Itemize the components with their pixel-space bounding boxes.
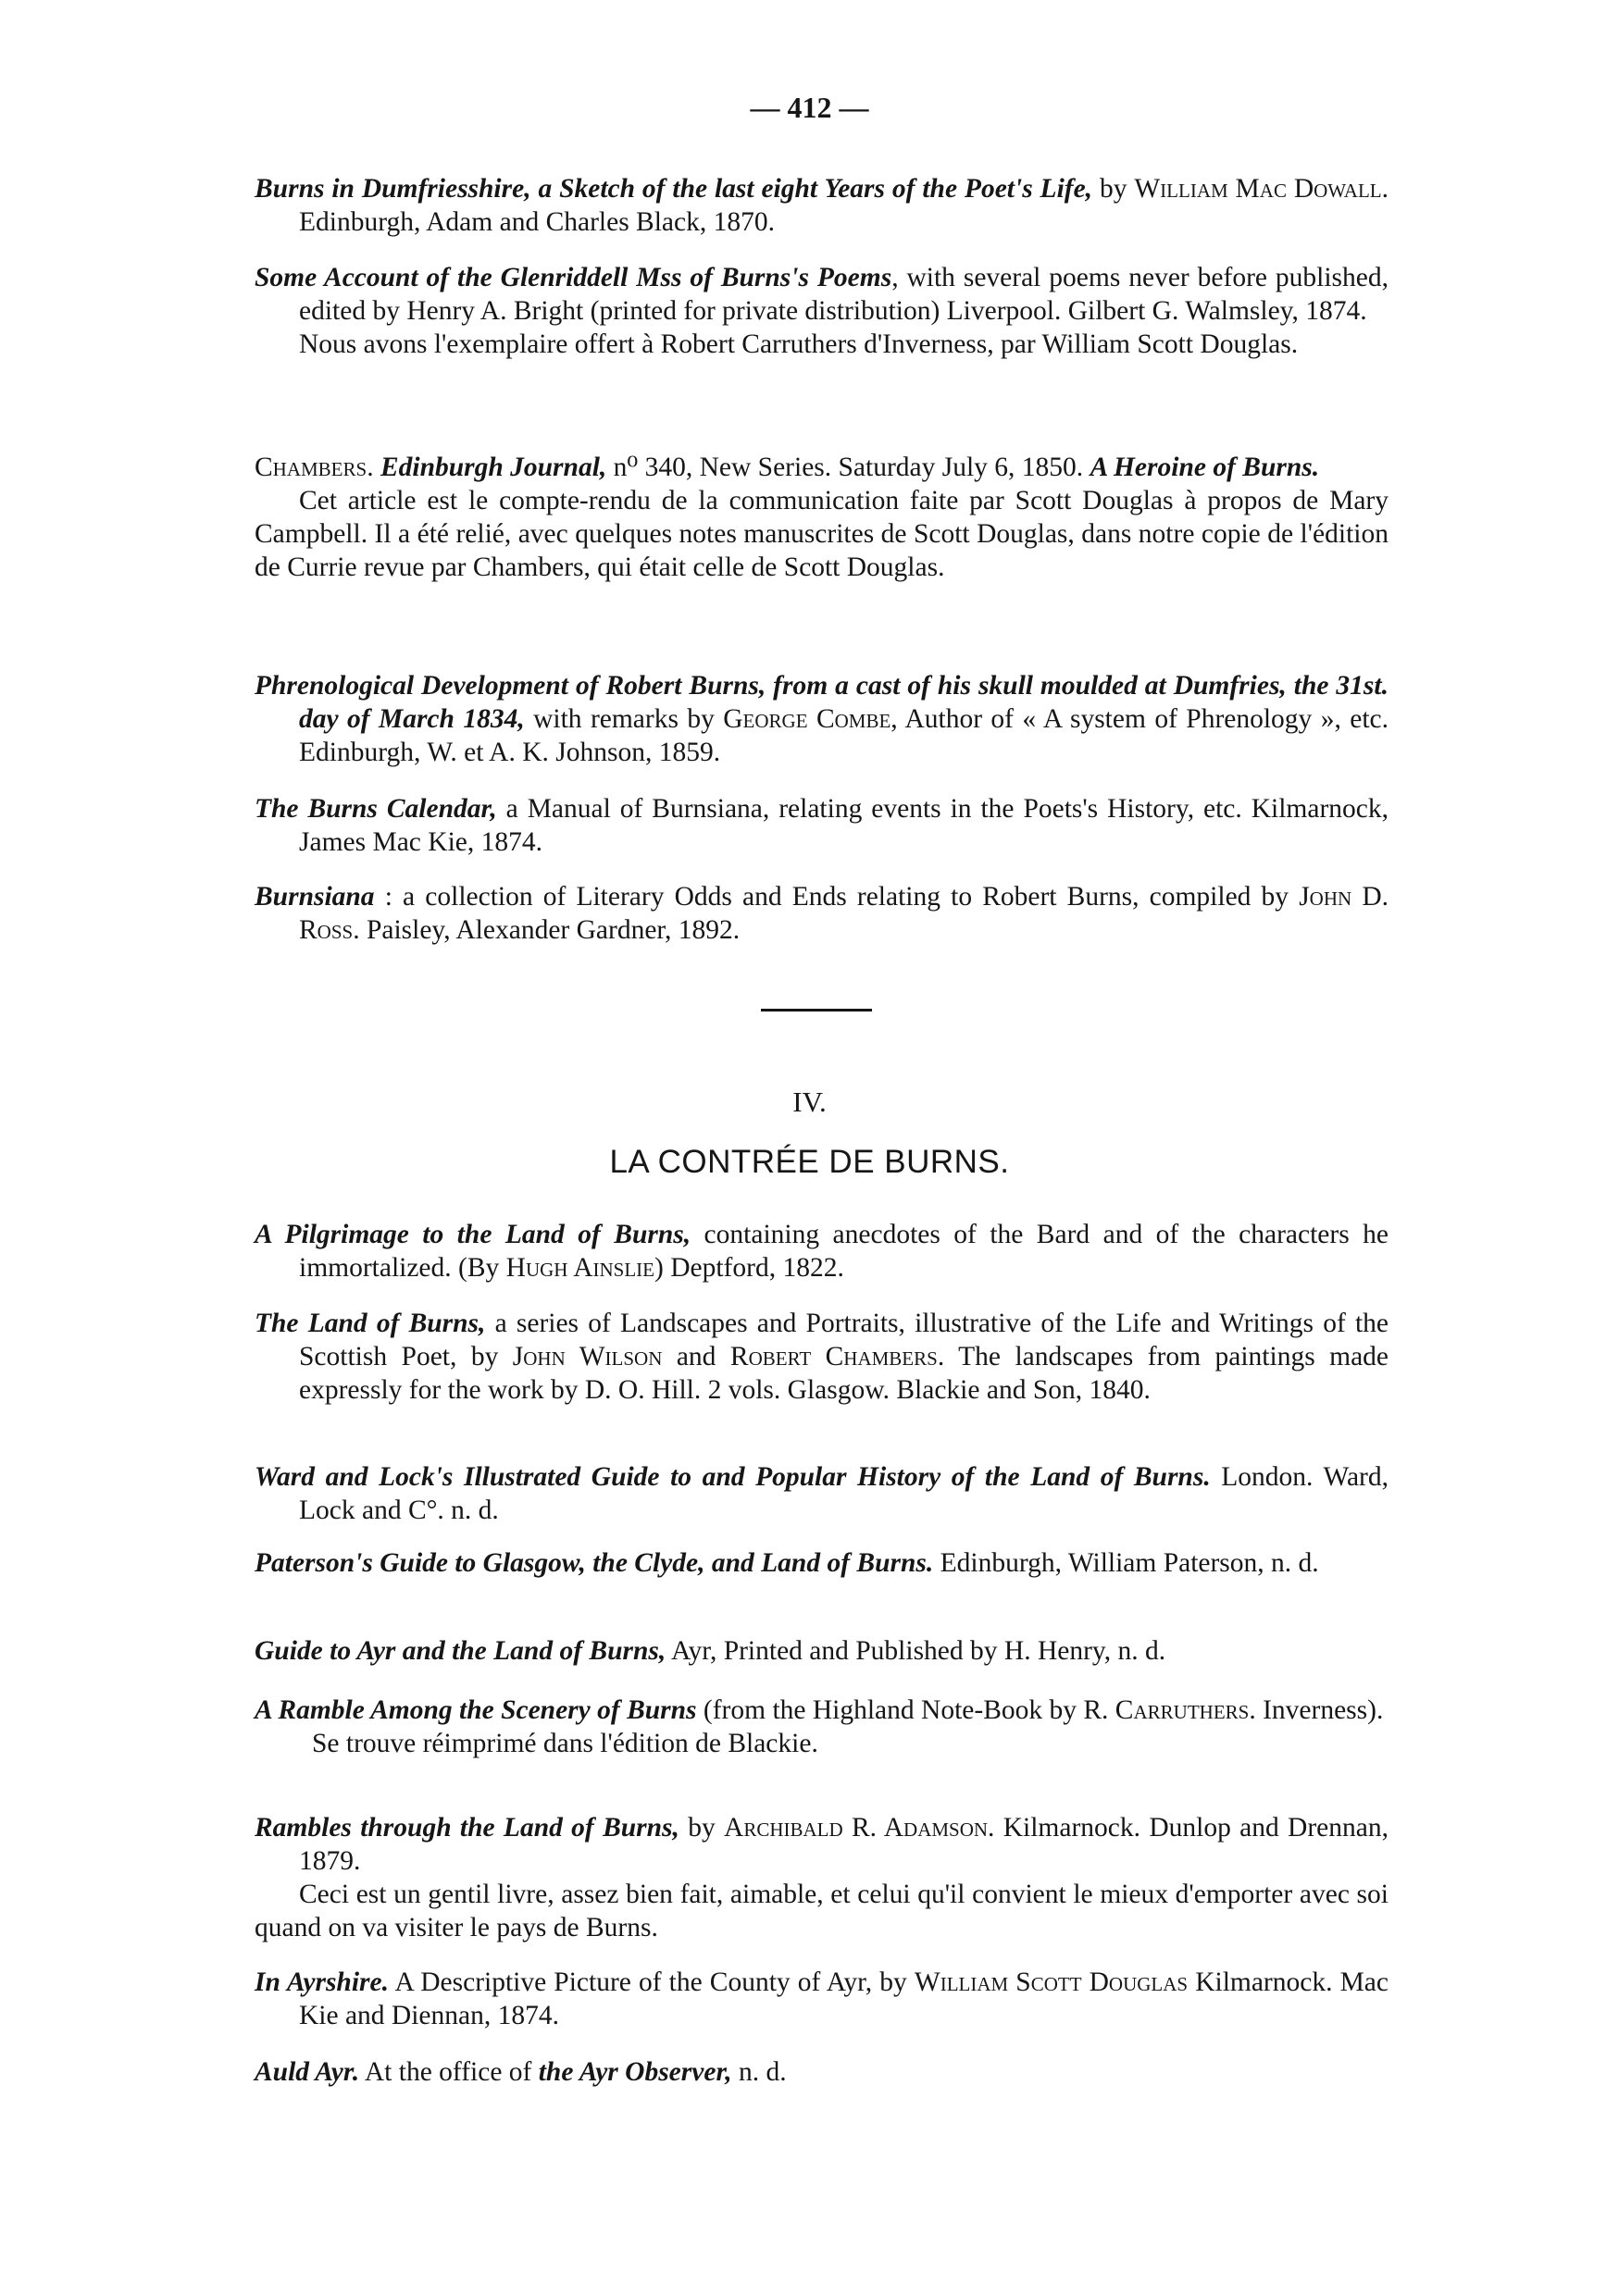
entry-title: Phrenological Development of Robert Burns, from a cast of his skull moulded at Dumfries, the 31st. day of March 1834,: [255, 671, 1389, 734]
bibliography-entry: [255, 880, 1389, 947]
entry-subtitle: A Heroine of Burns.: [1090, 453, 1320, 482]
entry-imprint: London. Ward, Lock and C°. n. d.: [299, 1462, 1389, 1525]
entry-text: A Descriptive Picture of the County of Ayr, by: [388, 1967, 915, 1997]
entry-note: Nous avons l'exemplaire offert à Robert Carruthers d'Inverness, par William Scott Douglas.: [299, 329, 1299, 359]
entry-author: Chambers: [255, 453, 367, 482]
entry-title: Ward and Lock's Illustrated Guide to and Popular History of the Land of Burns.: [255, 1462, 1211, 1492]
bibliography-entry: [255, 1546, 1389, 1580]
bibliography-entry: [255, 669, 1389, 769]
entry-subtitle: the Ayr Observer,: [538, 2057, 732, 2087]
section-number: IV.: [792, 1086, 827, 1118]
entry-imprint: a Manual of Burnsiana, relating events in the Poets's History, etc. Kilmarnock, James Mac Kie, 1874.: [299, 794, 1389, 857]
entry-title: In Ayrshire.: [255, 1967, 389, 1997]
entry-imprint: , with several poems never before published, edited by Henry A. Bright (printed for private distribution) Liverpool. Gilbert G. Walmsley, 1874.: [299, 263, 1389, 326]
entry-author: William Mac Dowall: [1134, 174, 1382, 204]
entry-note: Cet article est le compte-rendu de la communication faite par Scott Douglas à propos de Mary Campbell. Il a été relié, avec quelques notes manuscrites de Scott Douglas, dans notre copie de l'édition de Currie revue par Chambers, qui était celle de Scott Douglas.: [255, 486, 1389, 582]
entry-imprint: n⁰ 340, New Series. Saturday July 6, 1850.: [606, 453, 1090, 482]
entry-author: R. Carruthers: [1083, 1695, 1250, 1725]
entry-text: At the office of: [359, 2057, 539, 2087]
entry-title: Some Account of the Glenriddell Mss of Burns's Poems: [255, 263, 892, 292]
entry-imprint: Kilmarnock. Mac Kie and Diennan, 1874.: [299, 1967, 1389, 2030]
entry-title: Guide to Ayr and the Land of Burns,: [255, 1636, 666, 1666]
entry-imprint: . The landscapes from paintings made expressly for the work by D. O. Hill. 2 vols. Glasgow. Blackie and Son, 1840.: [299, 1342, 1389, 1405]
entry-imprint: . Edinburgh, Adam and Charles Black, 1870.: [299, 174, 1389, 237]
entry-text: .: [367, 453, 380, 482]
entry-imprint: Ayr, Printed and Published by H. Henry, n. d.: [666, 1636, 1166, 1666]
section-divider: [761, 1009, 872, 1011]
bibliography-entry: [255, 261, 1389, 361]
bibliography-entry: [255, 1307, 1389, 1407]
entry-text: by: [1099, 174, 1135, 204]
entry-title: A Pilgrimage to the Land of Burns,: [255, 1220, 691, 1249]
entry-imprint: n. d.: [731, 2057, 787, 2087]
entry-text: : a collection of Literary Odds and Ends relating to Robert Burns, compiled by: [374, 882, 1300, 912]
section-title: LA CONTRÉE DE BURNS.: [609, 1144, 1010, 1180]
entry-text: a series of Landscapes and Portraits, illustrative of the Life and Writings of the Scottish Poet, by: [299, 1309, 1389, 1371]
entry-title: Paterson's Guide to Glasgow, the Clyde, and Land of Burns.: [255, 1548, 934, 1578]
entry-imprint: . Paisley, Alexander Gardner, 1892.: [353, 915, 741, 945]
entry-title: Auld Ayr.: [255, 2057, 360, 2087]
entry-title: A Ramble Among the Scenery of Burns: [255, 1695, 697, 1725]
entry-text: (from the Highland Note-Book by: [696, 1695, 1084, 1725]
bibliography-entry: [255, 792, 1389, 859]
entry-imprint: . Inverness).: [1249, 1695, 1384, 1725]
bibliography-entry: [255, 1218, 1389, 1285]
bibliography-entry: [255, 1694, 1389, 1760]
bibliography-entry: [255, 1811, 1389, 1944]
entry-note: Se trouve réimprimé dans l'édition de Blackie.: [312, 1729, 818, 1758]
entry-text: by: [679, 1813, 725, 1843]
entry-author: George Combe: [723, 704, 891, 734]
entry-author: Hugh Ainslie: [505, 1253, 654, 1283]
bibliography-entry: [255, 172, 1389, 239]
entry-title: The Burns Calendar,: [255, 794, 497, 824]
entry-author: Robert Chambers: [729, 1342, 938, 1371]
bibliography-entry: [255, 1966, 1389, 2032]
entry-title: Rambles through the Land of Burns,: [255, 1813, 679, 1843]
entry-imprint: ) Deptford, 1822.: [654, 1253, 844, 1283]
bibliography-entry: [255, 451, 1389, 584]
bibliography-entry: [255, 2055, 1389, 2089]
entry-imprint: . Kilmarnock. Dunlop and Drennan, 1879.: [299, 1813, 1389, 1876]
entry-text: with remarks by: [524, 704, 724, 734]
entry-text: and: [662, 1342, 730, 1371]
page-number: — 412 —: [750, 91, 869, 124]
bibliography-entry: [255, 1634, 1389, 1668]
entry-author: William Scott Douglas: [914, 1967, 1189, 1997]
entry-title: Edinburgh Journal,: [380, 453, 607, 482]
entry-author: John Wilson: [512, 1342, 663, 1371]
entry-title: Burns in Dumfriesshire, a Sketch of the last eight Years of the Poet's Life,: [255, 174, 1093, 204]
entry-author: John D. Ross: [299, 882, 1389, 945]
entry-title: Burnsiana: [255, 882, 375, 912]
entry-author: Archibald R. Adamson: [724, 1813, 989, 1843]
entry-imprint: , Author of « A system of Phrenology », etc. Edinburgh, W. et A. K. Johnson, 1859.: [299, 704, 1389, 767]
bibliography-entry: [255, 1460, 1389, 1527]
entry-imprint: Edinburgh, William Paterson, n. d.: [933, 1548, 1319, 1578]
entry-note: Ceci est un gentil livre, assez bien fait, aimable, et celui qu'il convient le mieux d'emporter avec soi quand on va visiter le pays de Burns.: [255, 1880, 1389, 1942]
entry-text: containing anecdotes of the Bard and of the characters he immortalized. (By: [299, 1220, 1389, 1283]
entry-title: The Land of Burns,: [255, 1309, 486, 1338]
